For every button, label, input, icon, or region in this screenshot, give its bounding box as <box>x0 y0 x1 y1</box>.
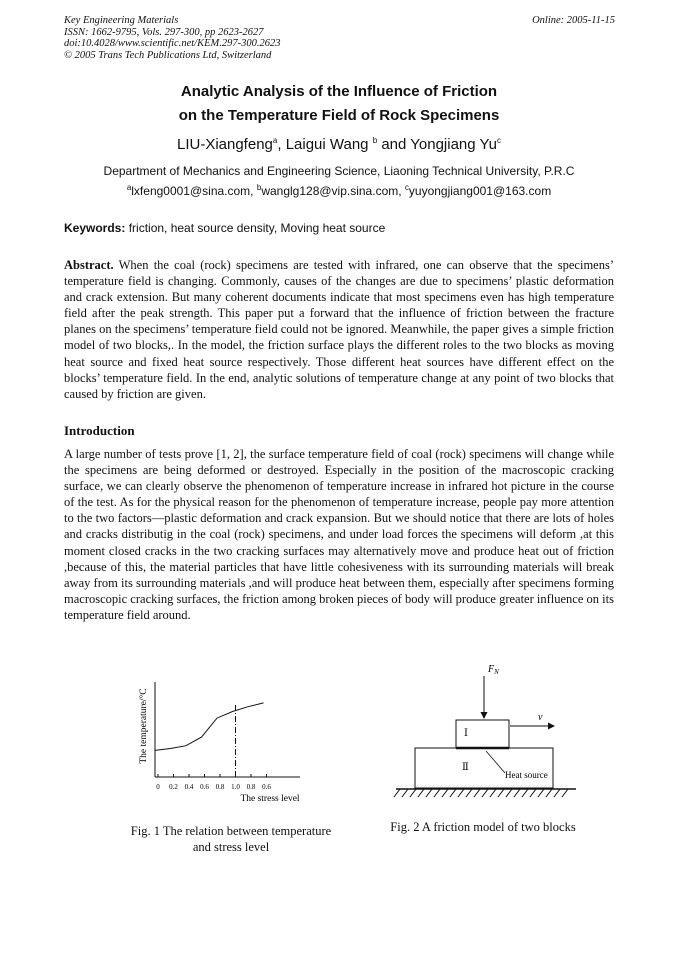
hatch-line <box>466 789 472 797</box>
abstract-text: When the coal (rock) specimens are tested with infrared, one can observe that the specimens’ temperature field is changing. Commonly, causes of the changes are due to specimens’ plastic deformation and crack extension. But many coherent documents indicate that most specimens even has high temperature field after the peak strength. This paper put a forward that the influence of friction between the fracture planes on the specimens’ temperature field could not be ignored. Meanwhile, the paper gives a simple friction model of two blocks,. In the model, the friction surface plays the different roles to the two blocks as moving heat source and fixed heat source respectively. Those different heat sources have different effect on the blocks’ temperature field. In the end, analytic solutions of temperature change at any point of two blocks that caused by friction are given. <box>64 258 614 401</box>
velocity-label: v <box>538 712 543 723</box>
hatch-line <box>458 789 464 797</box>
hatch-line <box>522 789 528 797</box>
block-2 <box>415 748 553 788</box>
x-tick-label: 0.6 <box>200 783 209 791</box>
introduction-text: A large number of tests prove [1, 2], the surface temperature field of coal (rock) specimens will change while the specimens are being deformed or destroyed. Especially in the position of the macroscopic cracking surface, we can clearly observe the phenomenon of temperature increase in infrared hot picture in the course of the test. As for the physical reason for the phenomenon of temperature increase, people pay more attention to the two factors—plastic deformation and crack expansion. But we should notice that there are lots of holes and cracks distributig in the coal (rock) specimens, and under load forces the specimens will deform ,at this moment closed cracks in the two cracking surfaces may alternatively move and produce heat out of friction ,because of this, the material particles that have little cohesiveness with its surrounding materials will break away from its surrounding materials ,and will produce heat between them, especially after specimens forming macroscopic cracking surfaces, the friction among broken pieces of body will produce greater influence on its temperature field around. <box>64 447 614 622</box>
x-tick-label: 0.8 <box>246 783 256 791</box>
author-3-mark: c <box>497 136 502 145</box>
hatch-line <box>402 789 408 797</box>
affiliation: Department of Mechanics and Engineering Science, Liaoning Technical University, P.R.C <box>103 164 575 178</box>
author-1-mark: a <box>272 136 278 145</box>
hatch-line <box>482 789 488 797</box>
temperature-series-line <box>155 703 264 751</box>
hatch-line <box>530 789 536 797</box>
hatch-line <box>490 789 496 797</box>
x-tick-label: 0 <box>156 783 160 791</box>
doi-line[interactable]: doi:10.4028/www.scientific.net/KEM.297-300.2623 <box>64 38 281 49</box>
x-tick-label: 0.2 <box>169 783 178 791</box>
hatch-line <box>562 789 568 797</box>
y-axis-label: The temperature/°C <box>139 688 149 764</box>
figure-1-caption <box>100 823 362 855</box>
abstract-label: Abstract. <box>64 258 114 272</box>
hatch-line <box>474 789 480 797</box>
x-tick-label: 0.8 <box>215 783 225 791</box>
ground-hatching <box>394 789 568 797</box>
hatch-line <box>434 789 440 797</box>
title-line-2: on the Temperature Field of Rock Specimens <box>178 107 500 124</box>
abstract <box>64 257 614 402</box>
hatch-line <box>514 789 520 797</box>
online-date: Online: 2005-11-15 <box>532 15 615 26</box>
journal-header <box>64 15 281 61</box>
email-list <box>0 184 678 198</box>
keywords-label: Keywords: <box>64 221 126 235</box>
hatch-line <box>554 789 560 797</box>
x-axis-label: The stress level <box>240 794 300 804</box>
force-symbol: F <box>488 664 495 675</box>
title-line-1: Analytic Analysis of the Influence of Friction <box>180 83 498 100</box>
paper-title <box>0 80 678 128</box>
email-c[interactable]: yuyongjiang001@163.com <box>408 184 552 198</box>
figure-1-chart <box>130 662 330 812</box>
keywords <box>64 221 385 235</box>
figure-2-caption: Fig. 2 A friction model of two blocks <box>390 820 576 834</box>
x-tick-label: 0.6 <box>262 783 271 791</box>
email-a[interactable]: lxfeng0001@sina.com, <box>131 184 257 198</box>
author-list <box>0 136 678 153</box>
x-tick-label: 0.4 <box>184 783 194 791</box>
journal-name: Key Engineering Materials <box>64 15 179 26</box>
email-b[interactable]: wanglg128@vip.sina.com, <box>261 184 405 198</box>
hatch-line <box>442 789 448 797</box>
copyright-line: © 2005 Trans Tech Publications Ltd, Switzerland <box>64 49 272 61</box>
x-tick-label: 1.0 <box>231 783 240 791</box>
x-tick-labels <box>156 783 271 791</box>
author-1: LIU-Xiangfeng <box>176 136 273 153</box>
section-heading-introduction: Introduction <box>64 423 135 438</box>
hatch-line <box>418 789 424 797</box>
email-b-mark: b <box>256 183 262 192</box>
hatch-line <box>426 789 432 797</box>
figure-1-caption-line-1: Fig. 1 The relation between temperature <box>130 824 332 838</box>
hatch-line <box>538 789 544 797</box>
block-2-label: Ⅱ <box>462 762 469 773</box>
author-separator: , <box>277 136 286 153</box>
hatch-line <box>506 789 512 797</box>
hatch-line <box>410 789 416 797</box>
hatch-line <box>450 789 456 797</box>
hatch-line <box>498 789 504 797</box>
author-2: Laigui Wang <box>285 136 369 153</box>
hatch-line <box>546 789 552 797</box>
email-a-mark: a <box>126 183 132 192</box>
figure-1-caption-line-2: and stress level <box>192 840 270 854</box>
keywords-text: friction, heat source density, Moving heat source <box>125 221 386 235</box>
hatch-line <box>394 789 400 797</box>
author-3: Yongjiang Yu <box>410 136 498 153</box>
block-1-label: Ⅰ <box>464 728 468 739</box>
normal-force-label <box>487 664 499 676</box>
issn-line: ISSN: 1662-9795, Vols. 297-300, pp 2623-2627 <box>64 26 264 38</box>
author-2-mark: b <box>372 136 378 145</box>
figure-2-diagram <box>388 660 588 805</box>
email-c-mark: c <box>404 183 409 192</box>
heat-source-label: Heat source <box>505 770 548 780</box>
force-subscript: N <box>494 668 499 676</box>
author-and: and <box>377 136 411 153</box>
